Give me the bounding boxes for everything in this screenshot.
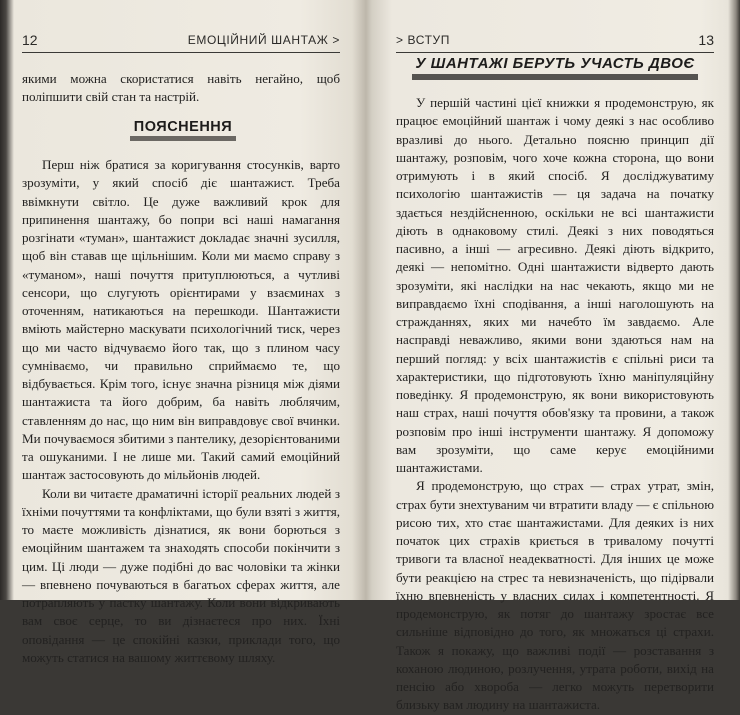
section-heading [0, 118, 366, 141]
left-page [0, 0, 366, 665]
running-header: > ВСТУП [396, 33, 450, 47]
running-header: ЕМОЦІЙНИЙ ШАНТАЖ > [187, 33, 340, 47]
section-heading-text: У ШАНТАЖІ БЕРУТЬ УЧАСТЬ ДВОЄ [412, 54, 697, 80]
page-number: 12 [22, 32, 38, 48]
page-header [396, 26, 714, 53]
paragraph: Перш ніж братися за коригування стосунків, варто зрозуміти, у який спосіб діє шантажист. Треба ввімкнути світло. Це дуже важливий крок для припинення шантажу, бо попри всі наші намагання розгінати «туман», шантажист докладає значні зусилля, щоб він ставав ще щільнішим. Коли ми маємо справу з «туманом», наші почуття притуплюються, а чутливі сенсори, що слугують орієнтирами у взаєминах з оточенням, натикаються на перешкоди. Шантажисти вміють майстерно маскувати психологічний тиск, через що ми часто відчуваємо його так, що з плином часу сумніваємо, чи правильно сприймаємо те, що відбувається. Крім того, існує значна різниця між діями шантажиста та його добрим, ба навіть люблячим, ставленням до нас, що ним він виправдовує свої вчинки. Ми почуваємося збитими з пантелику, дезорієнтованими та ошуканими. І не лише ми. Такий самий емоційний шантаж застосовують до мільйонів людей. [22, 157, 340, 483]
paragraph: Коли ви читаєте драматичні історії реальних людей з їхніми почуттями та конфліктами, що були взяті з життя, то маєте можливість дізнатися, як вони борються з емоційним шантажем та знаходять способи покінчити з цим. Ці люди — дуже подібні до вас чоловіки та жінки — впевнено почуваються в багатьох сферах життя, але потрапляють у пастку шантажу. Коли вони відкривають вам своє серце, то ви дізнаєтеся про них. Їхні оповідання — це спокійні казки, приклади того, що можуть статися на вашому життєвому шляху. [22, 485, 340, 665]
page-number: 13 [698, 32, 714, 48]
page-header [22, 26, 340, 53]
paragraph: Я продемонструю, що страх — страх утрат, змін, страх бути знехтуваним чи втратити владу — є спільною рисою тих, хто стає шантажистами. Для деяких із них початок цих страхів криється в тривалому почутті тривоги та власної неадекватності. Для інших це може бути реакцією на стрес та невизначеність, що підірвали їхню впевненість у власних силах і компетентності. Я продемонструю, як потяг до шантажу зростає все сильніше відповідно до того, як множаться ці страхи. Також я покажу, що важливі події — розставання з коханою людиною, розлучення, утрата роботи, вихід на пенсію або хвороба — легко можуть перетворити близьку вам людину на шантажиста. [396, 478, 714, 713]
right-page [372, 0, 740, 713]
section-heading-text: ПОЯСНЕННЯ [130, 118, 236, 141]
section-heading [396, 54, 714, 80]
paragraph: У першій частині цієї книжки я продемонструю, як працює емоційний шантаж і чому деякі з нас особливо вразливі до нього. Детально поясню принцип дії шантажу, розповім, чого хоче кожна сторона, що вони отримують і в який спосіб. Я досліджуватиму психологію шантажистів — ця задача на початку здається нездійсненною, оскільки не всі шантажисти діють в однаковому стилі. Деякі з них поводяться пасивно, а інші — агресивно. Деякі діють відкрито, деякі — непомітно. Одні шантажисти відверто дають зрозуміти, які наслідки на нас чекають, якщо ми не виправдаємо їхні сподівання, а інші наголошують на стражданнях, яких ми начебто їм завдаємо. Але насправді неважливо, якими вони здаються нам на перший погляд: у всіх шантажистів є спільні риси та характеристики, що підготовують їхню маніпуляційну поведінку. Я продемонструю, як вони використовують наш страх, наші почуття обов'язку та провини, а також розповім про інші інструменти шантажу. Я допоможу вам зрозуміти, що саме керує емоційними шантажистами. [396, 95, 714, 475]
body-text [22, 156, 340, 667]
paragraph: якими можна скористатися навіть негайно, щоб поліпшити свій стан та настрій. [22, 71, 340, 105]
body-text [396, 94, 714, 715]
intro-text-block [22, 70, 340, 107]
